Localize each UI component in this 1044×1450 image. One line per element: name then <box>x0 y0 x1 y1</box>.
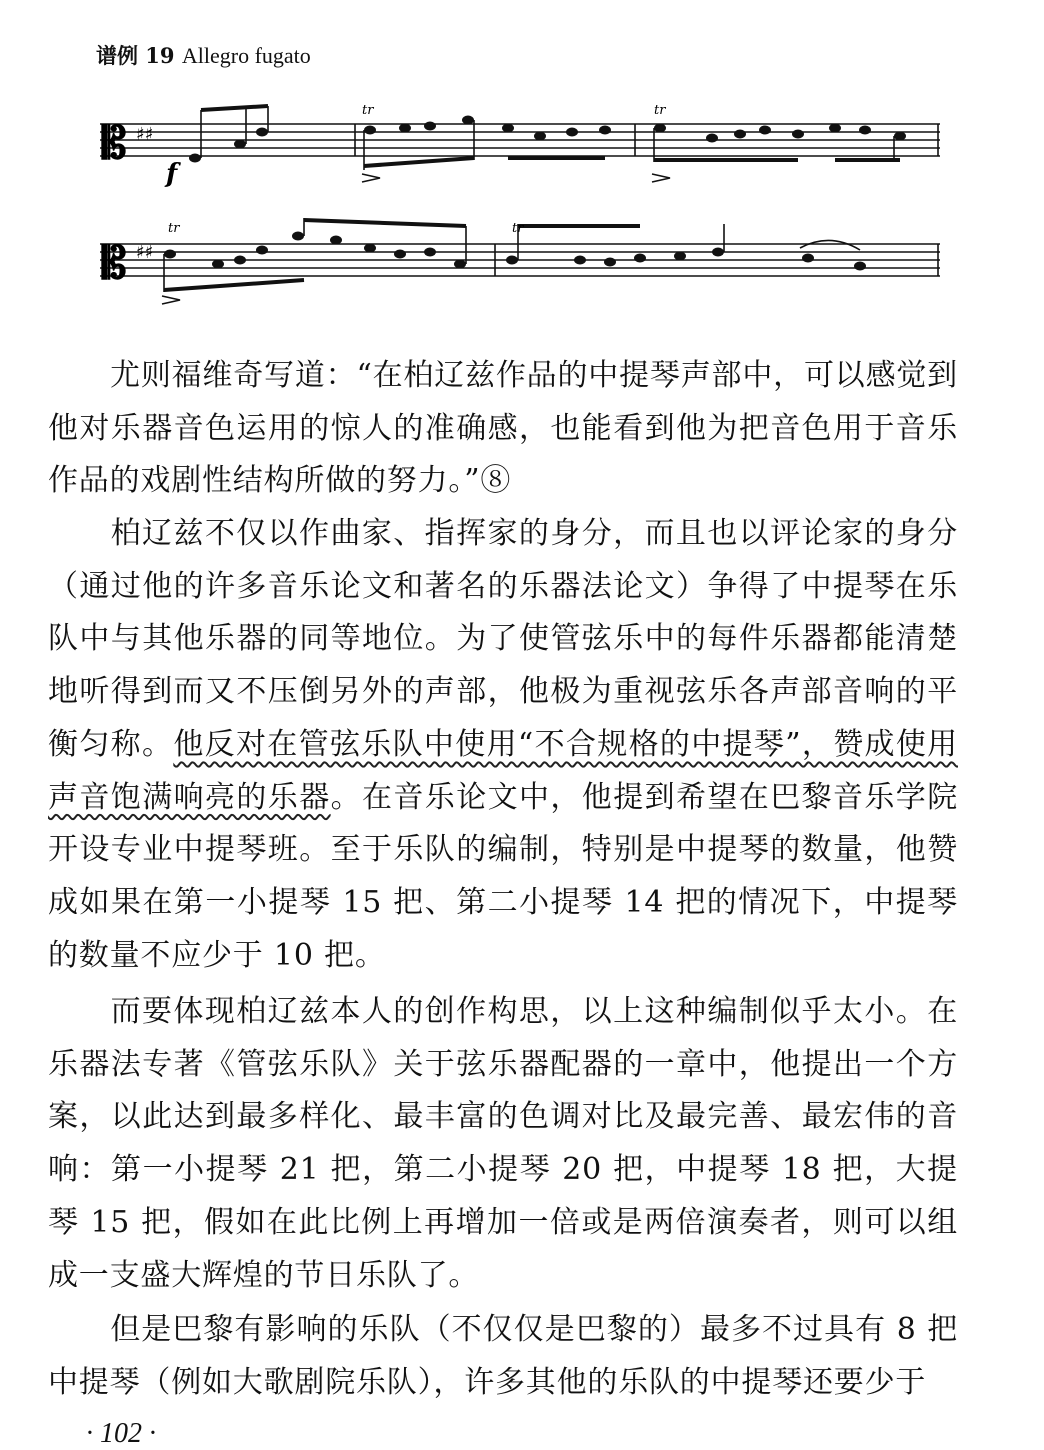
trill-mark: tr <box>362 103 374 118</box>
underlined-passage: 他反对在管弦乐队中使用“不合规格的中提琴”，赞成使用声音饱满响亮的乐器 <box>48 726 958 815</box>
paragraph-3 <box>48 986 958 1302</box>
tempo-marking: Allegro fugato <box>181 43 311 68</box>
svg-text:♯♯: ♯♯ <box>136 242 154 263</box>
paragraph-2 <box>48 508 958 982</box>
music-notation-1 <box>100 100 940 210</box>
dynamic-forte: f <box>166 159 178 189</box>
paragraph-3-text: 而要体现柏辽兹本人的创作构思，以上这种编制似乎太小。在乐器法专著《管弦乐队》关于弦乐器配器的一章中，他提出一个方案，以此达到最多样化、最丰富的色调对比及最完善、最宏伟的音响：第一小提琴 21 把，第二小提琴 20 把，中提琴 18 把，大提琴 15 把，假如在此比例上再增加一倍或是两倍演奏者，则可以组成一支盛大辉煌的节日乐队了。 <box>48 994 958 1293</box>
paragraph-4 <box>48 1304 958 1409</box>
score-staff-2 <box>100 210 940 320</box>
svg-text:𝄡: 𝄡 <box>102 238 127 289</box>
paragraph-1 <box>48 350 958 508</box>
paragraph-1-text: 尤则福维奇写道：“在柏辽兹作品的中提琴声部中，可以感觉到他对乐器音色运用的惊人的准确感，也能看到他为把音色用于音乐作品的戏剧性结构所做的努力。”⑧ <box>48 358 958 499</box>
svg-text:♯♯: ♯♯ <box>136 124 154 145</box>
score-staff-1 <box>100 100 940 210</box>
page-number: · 102 · <box>86 1418 156 1449</box>
paragraph-2-before: 柏辽兹不仅以作曲家、指挥家的身分，而且也以评论家的身分（通过他的许多音乐论文和著名的乐器法论文）争得了中提琴在乐队中与其他乐器的同等地位。为了使管弦乐中的每件乐器都能清楚地听得到而又不压倒另外的声部，他极为重视弦乐各声部音响的平衡匀称。 <box>48 516 958 762</box>
svg-text:𝄡: 𝄡 <box>102 118 127 169</box>
trill-mark: tr <box>168 221 180 236</box>
paragraph-4-text: 但是巴黎有影响的乐队（不仅仅是巴黎的）最多不过具有 8 把中提琴（例如大歌剧院乐队），许多其他的乐队的中提琴还要少于 <box>48 1312 958 1400</box>
example-label: 谱例 19 <box>96 43 175 68</box>
music-notation-2 <box>100 210 940 320</box>
trill-mark: tr <box>654 103 666 118</box>
trill-mark: tr <box>512 221 524 236</box>
example-caption <box>96 40 311 70</box>
paragraph-2-after: 。在音乐论文中，他提到希望在巴黎音乐学院开设专业中提琴班。至于乐队的编制，特别是中提琴的数量，他赞成如果在第一小提琴 15 把、第二小提琴 14 把的情况下，中提琴的数量不应少于 10 把。 <box>48 779 959 973</box>
